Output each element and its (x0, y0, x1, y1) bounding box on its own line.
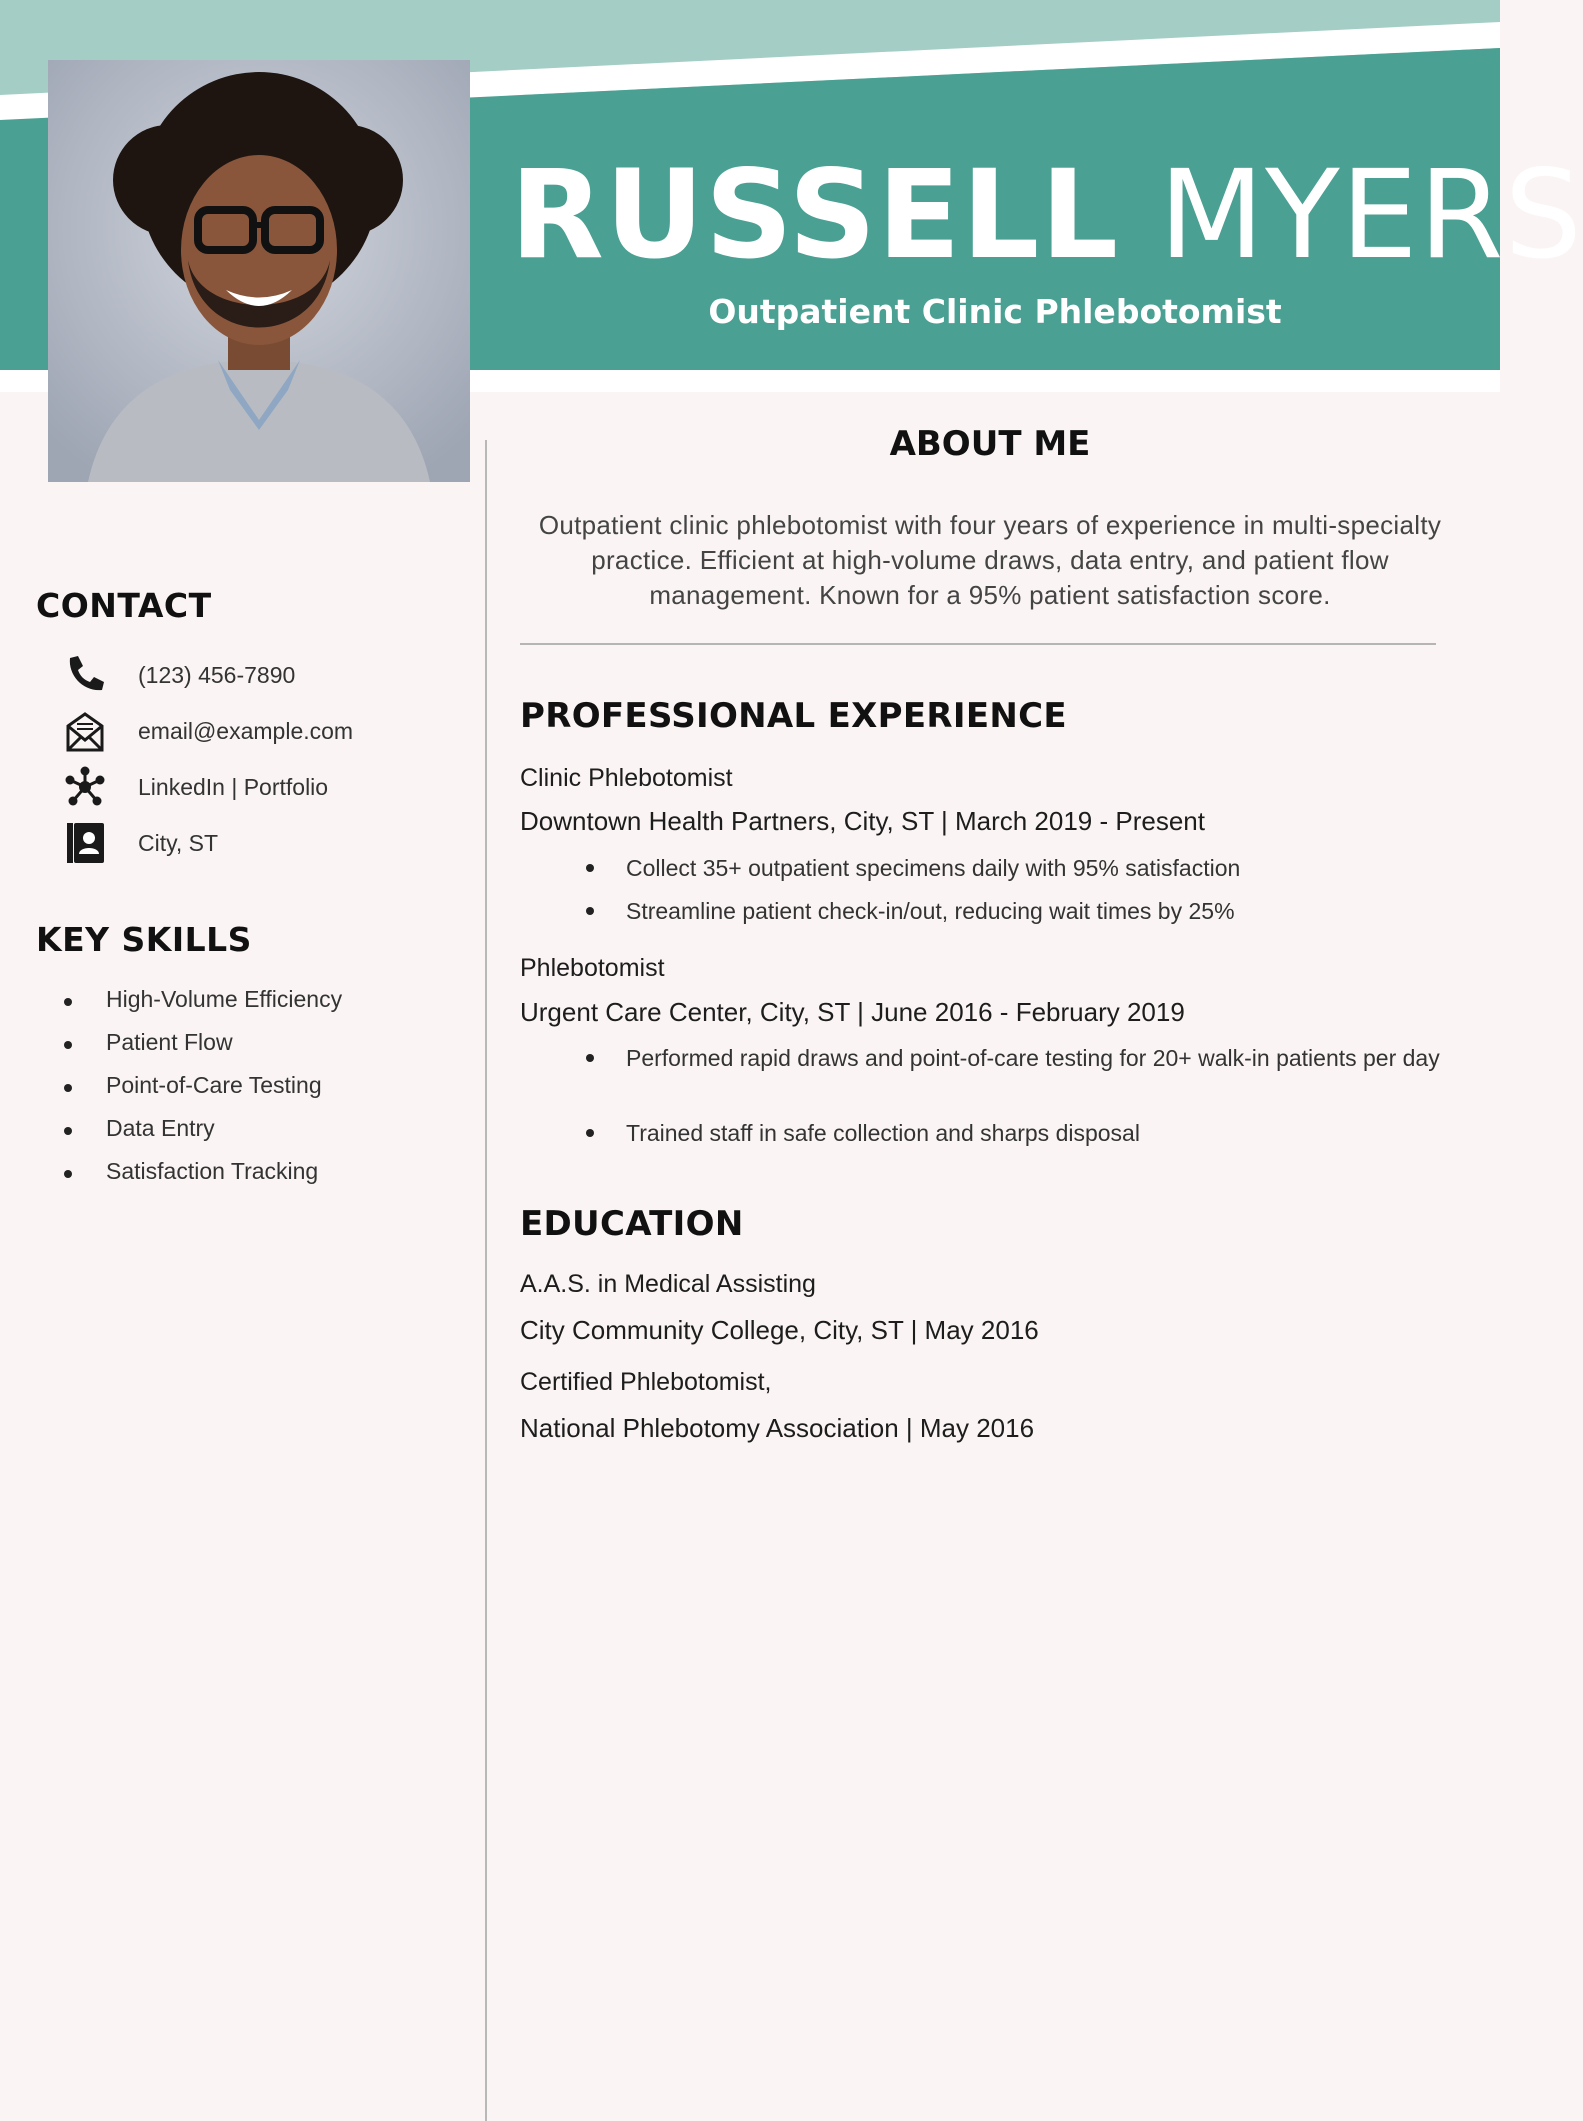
job-title: Phlebotomist (520, 954, 665, 982)
first-name: RUSSELL (510, 144, 1120, 286)
job-employer: Urgent Care Center, City, ST | June 2016 - February 2019 (520, 997, 1185, 1027)
job-bullet: Streamline patient check-in/out, reducing wait times by 25% (586, 895, 1446, 927)
contact-email[interactable]: email@example.com (62, 708, 462, 754)
job-bullet: Collect 35+ outpatient specimens daily with 95% satisfaction (586, 852, 1446, 884)
contact-phone[interactable]: (123) 456-7890 (62, 652, 462, 698)
profile-photo (48, 60, 470, 482)
contact-location[interactable]: City, ST (62, 820, 462, 866)
network-icon (62, 764, 108, 810)
contact-heading: CONTACT (36, 586, 212, 625)
last-name: MYERS (1158, 144, 1583, 286)
experience-heading: PROFESSIONAL EXPERIENCE (520, 696, 1067, 736)
skills-heading: KEY SKILLS (36, 920, 252, 959)
about-summary: Outpatient clinic phlebotomist with four years of experience in multi-specialty practice. Efficient at high-volume draws, data entry, and patient flow management. Known for a 95% patient satisfaction score. (538, 510, 1442, 610)
job-employer: Downtown Health Partners, City, ST | March 2019 - Present (520, 806, 1205, 836)
phone-icon (62, 652, 108, 698)
job-title: Clinic Phlebotomist (520, 764, 733, 792)
candidate-name (510, 144, 1583, 286)
address-book-icon (62, 820, 108, 866)
education-heading: EDUCATION (520, 1204, 744, 1244)
education-degree: Certified Phlebotomist, (520, 1368, 772, 1396)
section-divider (520, 643, 1436, 645)
education-school: City Community College, City, ST | May 2016 (520, 1315, 1039, 1345)
job-title: Outpatient Clinic Phlebotomist (708, 292, 1282, 331)
contact-links[interactable]: LinkedIn | Portfolio (62, 764, 462, 810)
education-school: National Phlebotomy Association | May 2016 (520, 1413, 1035, 1443)
job-bullet: Performed rapid draws and point-of-care testing for 20+ walk-in patients per day (586, 1042, 1446, 1074)
education-degree: A.A.S. in Medical Assisting (520, 1270, 816, 1298)
job-bullet: Trained staff in safe collection and sharps disposal (586, 1117, 1446, 1149)
column-divider (485, 440, 487, 2121)
envelope-icon (62, 708, 108, 754)
about-heading: ABOUT ME (889, 424, 1091, 464)
